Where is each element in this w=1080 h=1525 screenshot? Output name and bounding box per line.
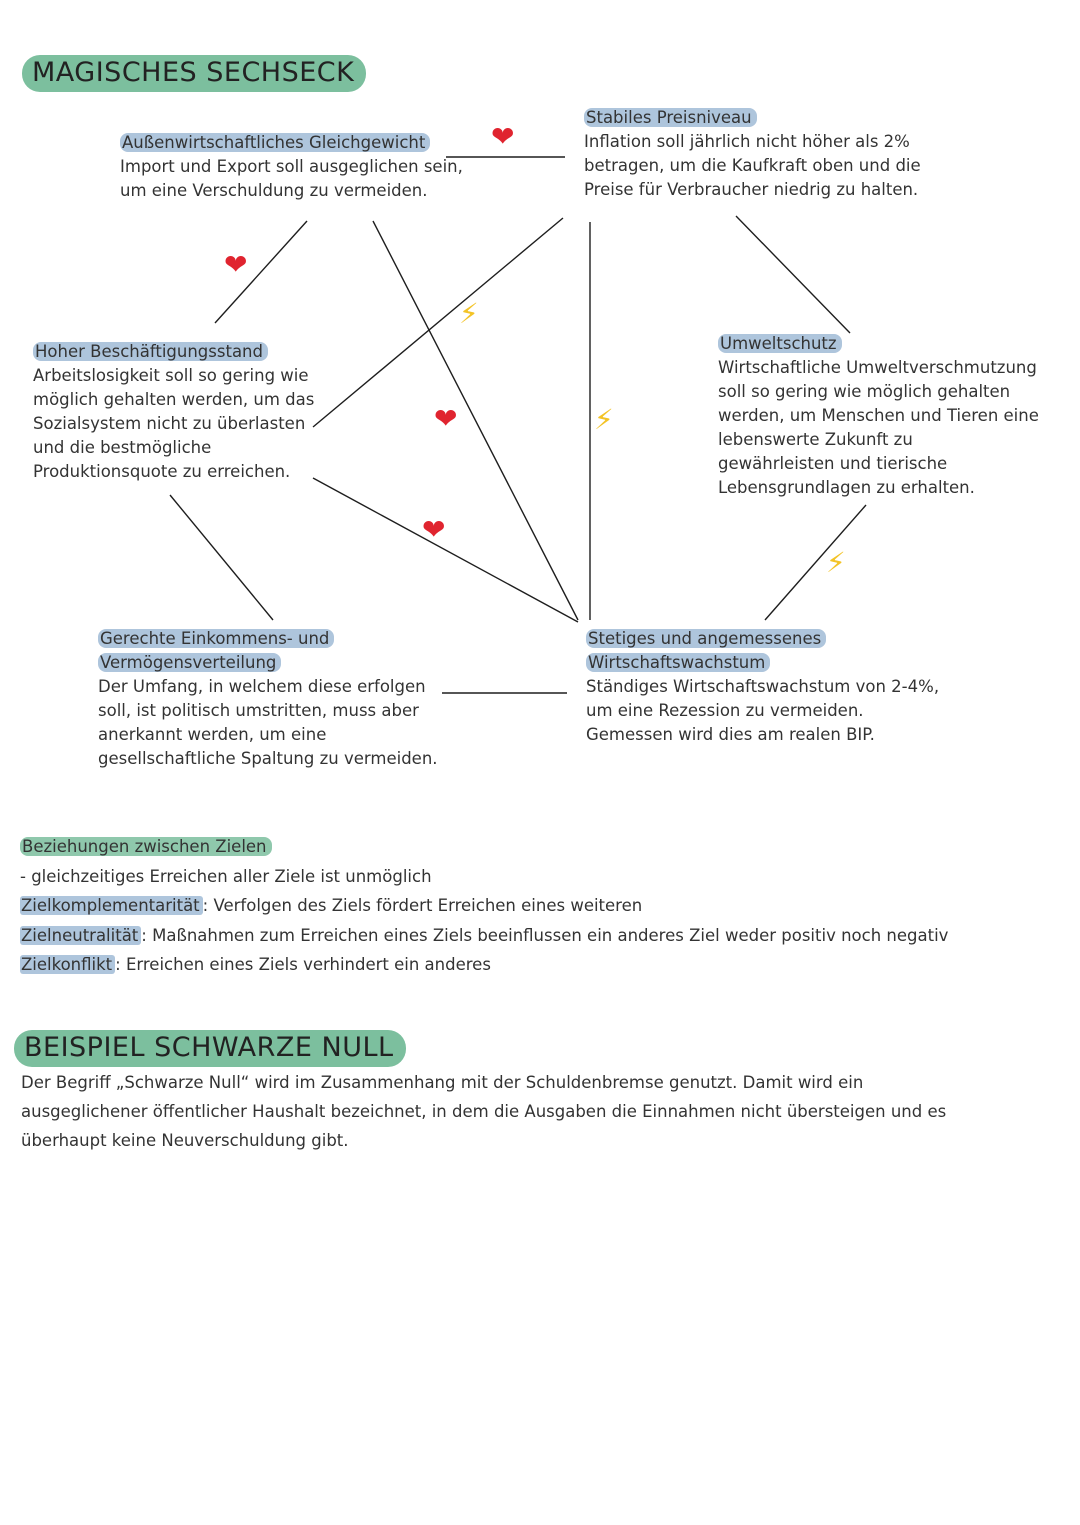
goal-text-line: Sozialsystem nicht zu überlasten — [33, 414, 306, 433]
example-text-line: Der Begriff „Schwarze Null“ wird im Zusammenhang mit der Schuldenbremse genutzt. Damit wird ein — [21, 1073, 864, 1092]
goal-text-line: Lebensgrundlagen zu erhalten. — [718, 478, 975, 497]
goal-text-line: gesellschaftliche Spaltung zu vermeiden. — [98, 749, 438, 768]
heart-icon: ❤ — [434, 402, 458, 435]
heart-icon: ❤ — [491, 120, 515, 153]
goal-heading: Außenwirtschaftliches Gleichgewicht — [120, 133, 430, 152]
goal-text-line: Gemessen wird dies am realen BIP. — [586, 725, 875, 744]
relations-section — [20, 832, 948, 980]
relation-term: Zielneutralität — [20, 926, 141, 945]
goal-text-line: Produktionsquote zu erreichen. — [33, 462, 291, 481]
line-umwelt-wachstum — [765, 505, 866, 620]
goal-text-line: werden, um Menschen und Tieren eine — [718, 406, 1039, 425]
relation-text: Erreichen eines Ziels verhindert ein anderes — [125, 955, 491, 974]
heart-icon: ❤ — [224, 248, 248, 281]
goal-text-line: und die bestmögliche — [33, 438, 212, 457]
example-title: BEISPIEL SCHWARZE NULL — [14, 1030, 406, 1067]
relation-item: Zielkonflikt : Erreichen eines Ziels verhindert ein anderes — [21, 955, 491, 974]
goal-heading: Vermögensverteilung — [98, 653, 281, 672]
bolt-icon: ⚡ — [826, 546, 846, 579]
goal-text-line: Arbeitslosigkeit soll so gering wie — [33, 366, 309, 385]
relation-term: Zielkomplementarität — [20, 896, 203, 915]
goal-aussenwirtschaft — [120, 131, 463, 203]
goal-wirtschaftswachstum — [586, 627, 939, 747]
goal-text-line: Import und Export soll ausgeglichen sein, — [120, 157, 463, 176]
goal-text-line: Ständiges Wirtschaftswachstum von 2-4%, — [586, 677, 940, 696]
relations-intro: - gleichzeitiges Erreichen aller Ziele ist unmöglich — [20, 866, 432, 886]
line-aussen-wachstum — [373, 221, 578, 620]
example-text — [21, 1068, 946, 1155]
example-text-line: ausgeglichener öffentlicher Haushalt bezeichnet, in dem die Ausgaben die Einnahmen nicht übersteigen und es — [21, 1102, 947, 1121]
bolt-icon: ⚡ — [594, 403, 614, 436]
goal-text-line: Wirtschaftliche Umweltverschmutzung — [718, 358, 1037, 377]
goal-beschaeftigung — [33, 340, 314, 484]
goal-text-line: anerkannt werden, um eine — [98, 725, 327, 744]
goal-text-line: lebenswerte Zukunft zu — [718, 430, 913, 449]
goal-einkommensverteilung — [98, 627, 438, 771]
goal-text-line: soll so gering wie möglich gehalten — [718, 382, 1011, 401]
goal-heading: Wirtschaftswachstum — [586, 653, 770, 672]
goal-preisniveau — [584, 106, 921, 202]
relation-item: Zielneutralität : Maßnahmen zum Erreichen eines Ziels beeinflussen ein anderes Ziel weder positiv noch negativ — [21, 925, 949, 945]
goal-text-line: Preise für Verbraucher niedrig zu halten. — [584, 180, 919, 199]
line-preis-umwelt — [736, 216, 850, 333]
goal-text-line: um eine Verschuldung zu vermeiden. — [120, 181, 428, 200]
bolt-icon: ⚡ — [459, 297, 479, 330]
relation-item: Zielkomplementarität : Verfolgen des Ziels fördert Erreichen eines weiteren — [21, 896, 643, 915]
goal-umweltschutz — [718, 332, 1039, 500]
goal-text-line: um eine Rezession zu vermeiden. — [586, 701, 864, 720]
goal-text-line: Inflation soll jährlich nicht höher als 2% — [584, 132, 910, 151]
line-beschaeftigung-wachstum — [313, 478, 578, 622]
heart-icon: ❤ — [422, 513, 446, 546]
relations-heading: Beziehungen zwischen Zielen — [20, 837, 272, 856]
relation-text: Maßnahmen zum Erreichen eines Ziels beeinflussen ein anderes Ziel weder positiv noch negativ — [152, 925, 949, 945]
goal-heading: Stabiles Preisniveau — [584, 108, 757, 127]
goal-heading: Hoher Beschäftigungsstand — [33, 342, 268, 361]
goal-heading: Gerechte Einkommens- und — [98, 629, 334, 648]
goal-heading: Stetiges und angemessenes — [586, 629, 826, 648]
relation-term: Zielkonflikt — [20, 955, 115, 974]
relation-text: Verfolgen des Ziels fördert Erreichen eines weiteren — [213, 896, 643, 915]
goal-text-line: möglich gehalten werden, um das — [33, 390, 315, 409]
hexagon-title: MAGISCHES SECHSECK — [22, 55, 366, 92]
line-preis-beschaeftigung — [313, 218, 563, 427]
goal-text-line: soll, ist politisch umstritten, muss aber — [98, 701, 419, 720]
goal-heading: Umweltschutz — [718, 334, 842, 353]
goal-text-line: betragen, um die Kaufkraft oben und die — [584, 156, 921, 175]
example-text-line: überhaupt keine Neuverschuldung gibt. — [21, 1131, 349, 1150]
goal-text-line: Der Umfang, in welchem diese erfolgen — [98, 677, 426, 696]
line-beschaeftigung-einkommen — [170, 495, 273, 620]
goal-text-line: gewährleisten und tierische — [718, 454, 948, 473]
